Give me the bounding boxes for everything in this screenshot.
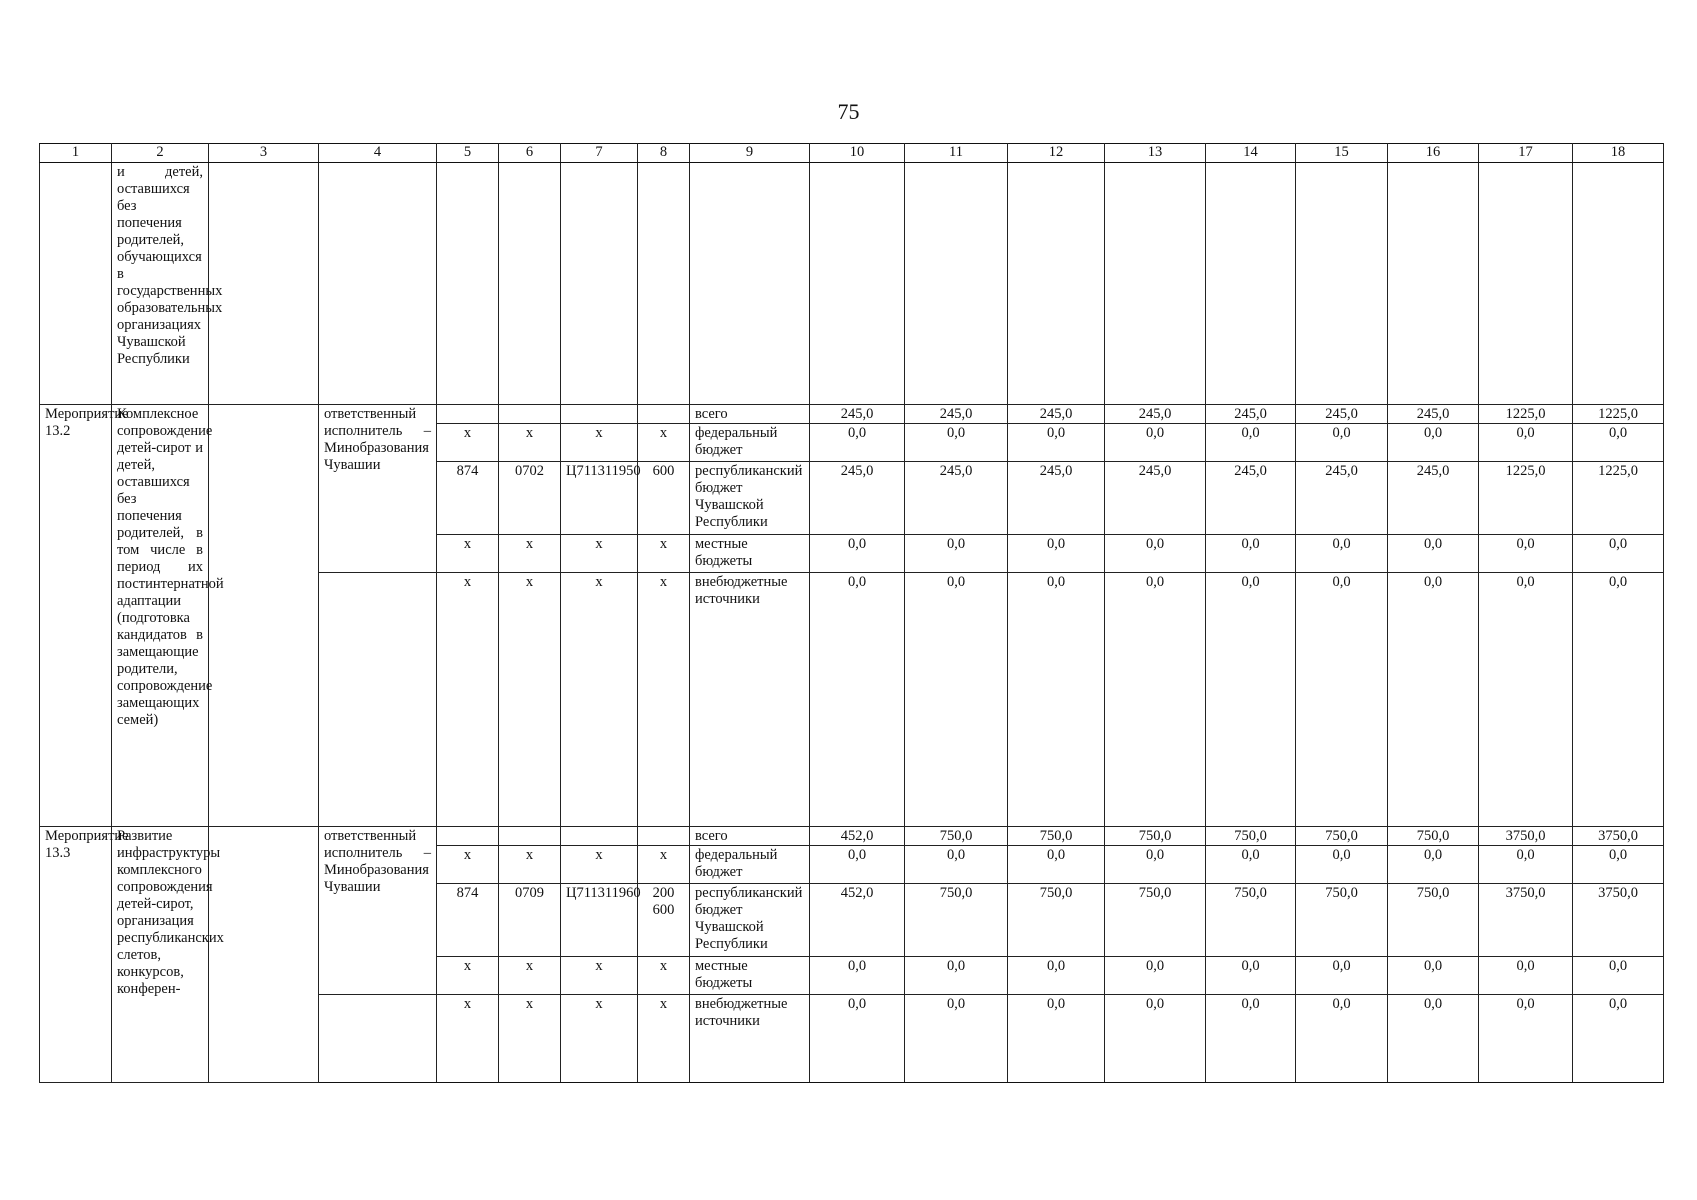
col-header: 15 bbox=[1296, 144, 1388, 163]
amount-cell: 0,0 bbox=[1206, 424, 1296, 462]
col3-cell bbox=[209, 827, 319, 1083]
amount-cell: 245,0 bbox=[1008, 462, 1105, 535]
amount-cell: 0,0 bbox=[1206, 995, 1296, 1083]
amount-cell: 245,0 bbox=[1388, 462, 1479, 535]
amount-cell: 750,0 bbox=[1206, 884, 1296, 957]
table-cell bbox=[905, 163, 1008, 405]
amount-cell: 245,0 bbox=[810, 462, 905, 535]
code-cell-c6: х bbox=[499, 957, 561, 995]
code-cell-c5: х bbox=[437, 846, 499, 884]
funding-source-cell: местные бюджеты bbox=[690, 957, 810, 995]
code-cell-c5: х bbox=[437, 424, 499, 462]
amount-cell: 0,0 bbox=[1105, 995, 1206, 1083]
amount-cell: 0,0 bbox=[1296, 424, 1388, 462]
amount-cell: 0,0 bbox=[810, 573, 905, 827]
amount-cell: 0,0 bbox=[1573, 995, 1664, 1083]
col-header: 14 bbox=[1206, 144, 1296, 163]
code-cell-c8: х bbox=[638, 957, 690, 995]
amount-cell: 245,0 bbox=[1296, 462, 1388, 535]
amount-cell: 1225,0 bbox=[1573, 405, 1664, 424]
amount-cell: 0,0 bbox=[810, 995, 905, 1083]
amount-cell: 0,0 bbox=[810, 846, 905, 884]
amount-cell: 0,0 bbox=[1388, 535, 1479, 573]
code-cell-c5: 874 bbox=[437, 462, 499, 535]
amount-cell: 0,0 bbox=[1479, 573, 1573, 827]
col-header: 5 bbox=[437, 144, 499, 163]
col-header: 13 bbox=[1105, 144, 1206, 163]
col-header: 16 bbox=[1388, 144, 1479, 163]
amount-cell: 3750,0 bbox=[1573, 884, 1664, 957]
amount-cell: 0,0 bbox=[1388, 995, 1479, 1083]
code-cell-c5 bbox=[437, 405, 499, 424]
amount-cell: 750,0 bbox=[905, 827, 1008, 846]
amount-cell: 750,0 bbox=[1296, 827, 1388, 846]
amount-cell: 750,0 bbox=[1388, 884, 1479, 957]
continuation-row bbox=[40, 163, 1664, 405]
col-header: 18 bbox=[1573, 144, 1664, 163]
amount-cell: 0,0 bbox=[1479, 957, 1573, 995]
col-header: 7 bbox=[561, 144, 638, 163]
amount-cell: 0,0 bbox=[1388, 573, 1479, 827]
col-header: 17 bbox=[1479, 144, 1573, 163]
code-cell-c5: х bbox=[437, 573, 499, 827]
code-cell-c7 bbox=[561, 405, 638, 424]
code-cell-c8: х bbox=[638, 535, 690, 573]
code-cell-c7: Ц711311960 bbox=[561, 884, 638, 957]
amount-cell: 452,0 bbox=[810, 827, 905, 846]
table-cell bbox=[40, 163, 112, 405]
amount-cell: 0,0 bbox=[1296, 846, 1388, 884]
col3-cell bbox=[209, 405, 319, 827]
code-cell-c8 bbox=[638, 827, 690, 846]
code-cell-c6 bbox=[499, 405, 561, 424]
funding-source-cell: всего bbox=[690, 827, 810, 846]
funding-source-cell: всего bbox=[690, 405, 810, 424]
table-cell bbox=[209, 163, 319, 405]
amount-cell: 245,0 bbox=[810, 405, 905, 424]
amount-cell: 0,0 bbox=[1206, 535, 1296, 573]
table-cell bbox=[1573, 163, 1664, 405]
funding-row bbox=[40, 827, 1664, 846]
col-header: 6 bbox=[499, 144, 561, 163]
executor-cell: ответственный исполнитель – Минобразования Чувашии bbox=[319, 827, 437, 995]
amount-cell: 0,0 bbox=[1008, 573, 1105, 827]
amount-cell: 1225,0 bbox=[1479, 462, 1573, 535]
amount-cell: 0,0 bbox=[1008, 535, 1105, 573]
code-cell-c7: х bbox=[561, 995, 638, 1083]
code-cell-c7: х bbox=[561, 535, 638, 573]
amount-cell: 0,0 bbox=[1573, 846, 1664, 884]
amount-cell: 0,0 bbox=[1008, 957, 1105, 995]
funding-source-cell: республиканский бюджет Чувашской Республики bbox=[690, 884, 810, 957]
col-header: 3 bbox=[209, 144, 319, 163]
amount-cell: 750,0 bbox=[1105, 884, 1206, 957]
executor-empty-cell bbox=[319, 573, 437, 827]
amount-cell: 0,0 bbox=[1573, 957, 1664, 995]
table-cell bbox=[638, 163, 690, 405]
table-cell bbox=[1479, 163, 1573, 405]
amount-cell: 0,0 bbox=[1105, 846, 1206, 884]
table-cell bbox=[810, 163, 905, 405]
amount-cell: 0,0 bbox=[810, 535, 905, 573]
code-cell-c6: х bbox=[499, 535, 561, 573]
code-cell-c6: 0709 bbox=[499, 884, 561, 957]
amount-cell: 0,0 bbox=[1479, 535, 1573, 573]
code-cell-c5: 874 bbox=[437, 884, 499, 957]
code-cell-c7 bbox=[561, 827, 638, 846]
measure-name-cell: Мероприятие 13.2 bbox=[40, 405, 112, 827]
funding-source-cell: внебюджетные источники bbox=[690, 995, 810, 1083]
amount-cell: 0,0 bbox=[905, 424, 1008, 462]
amount-cell: 3750,0 bbox=[1479, 827, 1573, 846]
code-cell-c8: х bbox=[638, 573, 690, 827]
code-cell-c6: х bbox=[499, 573, 561, 827]
column-number-row bbox=[40, 144, 1664, 163]
funding-source-cell: федеральный бюджет bbox=[690, 424, 810, 462]
table-cell bbox=[1206, 163, 1296, 405]
code-cell-c7: х bbox=[561, 957, 638, 995]
amount-cell: 0,0 bbox=[1479, 995, 1573, 1083]
col-header: 4 bbox=[319, 144, 437, 163]
amount-cell: 0,0 bbox=[1296, 995, 1388, 1083]
code-cell-c6: х bbox=[499, 424, 561, 462]
measure-name-cell: Мероприятие 13.3 bbox=[40, 827, 112, 1083]
code-cell-c8: х bbox=[638, 995, 690, 1083]
amount-cell: 245,0 bbox=[1105, 462, 1206, 535]
code-cell-c5 bbox=[437, 827, 499, 846]
funding-source-cell: республиканский бюджет Чувашской Республики bbox=[690, 462, 810, 535]
amount-cell: 0,0 bbox=[905, 995, 1008, 1083]
amount-cell: 1225,0 bbox=[1573, 462, 1664, 535]
amount-cell: 750,0 bbox=[1206, 827, 1296, 846]
amount-cell: 0,0 bbox=[810, 424, 905, 462]
table-cell bbox=[1388, 163, 1479, 405]
amount-cell: 245,0 bbox=[905, 462, 1008, 535]
budget-table bbox=[39, 143, 1664, 1083]
amount-cell: 0,0 bbox=[905, 957, 1008, 995]
amount-cell: 3750,0 bbox=[1573, 827, 1664, 846]
code-cell-c5: х bbox=[437, 535, 499, 573]
col-header: 11 bbox=[905, 144, 1008, 163]
amount-cell: 0,0 bbox=[1296, 573, 1388, 827]
amount-cell: 0,0 bbox=[1296, 535, 1388, 573]
page-number: 75 bbox=[837, 99, 860, 124]
measure-title-cell: Комплексное сопровождение детей-сирот и детей, оставшихся без попечения родителей, в том числе в период их постинтернатной адаптации (подготовка кандидатов в замещающие родители, сопровождение замещающих семей) bbox=[112, 405, 209, 827]
amount-cell: 0,0 bbox=[810, 957, 905, 995]
table-cell bbox=[499, 163, 561, 405]
funding-source-cell: федеральный бюджет bbox=[690, 846, 810, 884]
col-header: 8 bbox=[638, 144, 690, 163]
amount-cell: 1225,0 bbox=[1479, 405, 1573, 424]
code-cell-c5: х bbox=[437, 995, 499, 1083]
executor-empty-cell bbox=[319, 995, 437, 1083]
table-cell bbox=[1008, 163, 1105, 405]
code-cell-c7: х bbox=[561, 846, 638, 884]
amount-cell: 0,0 bbox=[1105, 424, 1206, 462]
amount-cell: 245,0 bbox=[1008, 405, 1105, 424]
amount-cell: 245,0 bbox=[1296, 405, 1388, 424]
amount-cell: 0,0 bbox=[905, 535, 1008, 573]
amount-cell: 245,0 bbox=[1105, 405, 1206, 424]
funding-row bbox=[40, 405, 1664, 424]
amount-cell: 0,0 bbox=[1573, 573, 1664, 827]
amount-cell: 0,0 bbox=[1388, 424, 1479, 462]
col-header: 12 bbox=[1008, 144, 1105, 163]
amount-cell: 0,0 bbox=[905, 573, 1008, 827]
code-cell-c8 bbox=[638, 405, 690, 424]
amount-cell: 0,0 bbox=[1573, 535, 1664, 573]
amount-cell: 750,0 bbox=[1296, 884, 1388, 957]
amount-cell: 0,0 bbox=[1105, 573, 1206, 827]
executor-cell: ответственный исполнитель – Минобразования Чувашии bbox=[319, 405, 437, 573]
code-cell-c8: х bbox=[638, 424, 690, 462]
table-cell bbox=[437, 163, 499, 405]
amount-cell: 750,0 bbox=[1008, 827, 1105, 846]
funding-source-cell: внебюджетные источники bbox=[690, 573, 810, 827]
code-cell-c6: х bbox=[499, 995, 561, 1083]
amount-cell: 3750,0 bbox=[1479, 884, 1573, 957]
amount-cell: 750,0 bbox=[905, 884, 1008, 957]
table-cell bbox=[1105, 163, 1206, 405]
amount-cell: 0,0 bbox=[1105, 535, 1206, 573]
table-cell bbox=[561, 163, 638, 405]
amount-cell: 0,0 bbox=[1206, 573, 1296, 827]
amount-cell: 245,0 bbox=[1388, 405, 1479, 424]
amount-cell: 750,0 bbox=[1388, 827, 1479, 846]
amount-cell: 0,0 bbox=[1479, 846, 1573, 884]
code-cell-c6: х bbox=[499, 846, 561, 884]
col-header: 2 bbox=[112, 144, 209, 163]
table-cell bbox=[1296, 163, 1388, 405]
code-cell-c8: х bbox=[638, 846, 690, 884]
amount-cell: 245,0 bbox=[1206, 405, 1296, 424]
amount-cell: 0,0 bbox=[1388, 846, 1479, 884]
code-cell-c7: Ц711311950 bbox=[561, 462, 638, 535]
amount-cell: 245,0 bbox=[905, 405, 1008, 424]
code-cell-c6 bbox=[499, 827, 561, 846]
amount-cell: 0,0 bbox=[1573, 424, 1664, 462]
continued-title-cell: и детей, оставшихся без попечения родителей, обучающихся в государственных образовательных организациях Чувашской Республики bbox=[112, 163, 209, 405]
col-header: 10 bbox=[810, 144, 905, 163]
amount-cell: 452,0 bbox=[810, 884, 905, 957]
code-cell-c8: 600 bbox=[638, 462, 690, 535]
col-header: 1 bbox=[40, 144, 112, 163]
amount-cell: 0,0 bbox=[1479, 424, 1573, 462]
amount-cell: 245,0 bbox=[1206, 462, 1296, 535]
amount-cell: 0,0 bbox=[1206, 846, 1296, 884]
amount-cell: 0,0 bbox=[1008, 424, 1105, 462]
code-cell-c7: х bbox=[561, 573, 638, 827]
amount-cell: 0,0 bbox=[1388, 957, 1479, 995]
amount-cell: 0,0 bbox=[1008, 995, 1105, 1083]
table-cell bbox=[319, 163, 437, 405]
code-cell-c6: 0702 bbox=[499, 462, 561, 535]
measure-title-cell: Развитие инфраструктуры комплексного сопровождения детей-сирот, организация республиканских слетов, конкурсов, конферен- bbox=[112, 827, 209, 1083]
col-header: 9 bbox=[690, 144, 810, 163]
code-cell-c7: х bbox=[561, 424, 638, 462]
amount-cell: 0,0 bbox=[1296, 957, 1388, 995]
amount-cell: 0,0 bbox=[1206, 957, 1296, 995]
amount-cell: 0,0 bbox=[1105, 957, 1206, 995]
amount-cell: 750,0 bbox=[1008, 884, 1105, 957]
code-cell-c8: 200 600 bbox=[638, 884, 690, 957]
code-cell-c5: х bbox=[437, 957, 499, 995]
amount-cell: 0,0 bbox=[905, 846, 1008, 884]
amount-cell: 0,0 bbox=[1008, 846, 1105, 884]
amount-cell: 750,0 bbox=[1105, 827, 1206, 846]
funding-source-cell: местные бюджеты bbox=[690, 535, 810, 573]
table-cell bbox=[690, 163, 810, 405]
